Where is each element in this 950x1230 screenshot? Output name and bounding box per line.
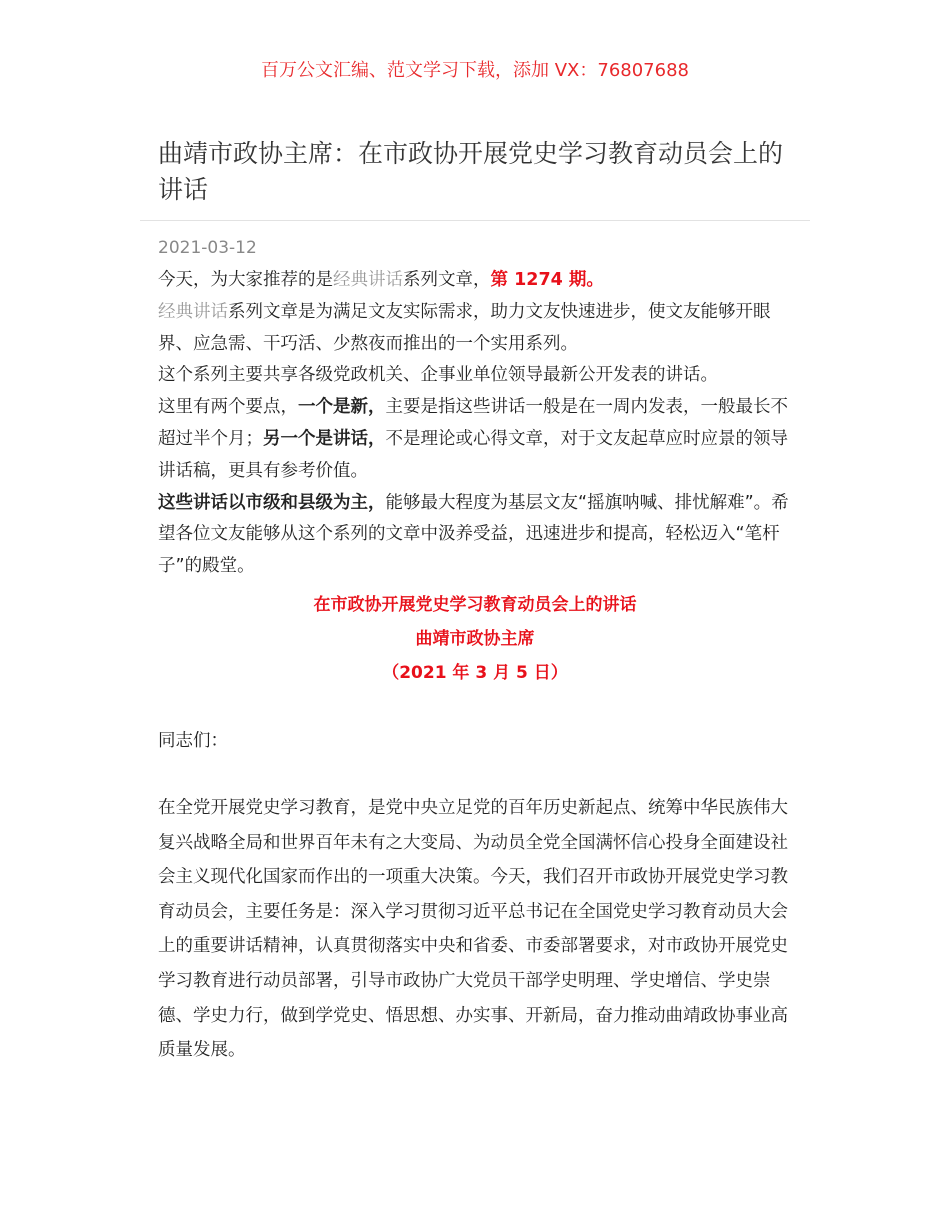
series-intro [158,265,794,583]
article-title: 曲靖市政协主席：在市政协开展党史学习教育动员会上的讲话 [158,139,784,204]
series-name: 经典讲话 [158,301,228,322]
speech-heading: 在市政协开展党史学习教育动员会上的讲话 [313,595,637,615]
series-name: 经典讲话 [333,270,403,290]
intro-paragraph [158,265,794,297]
publish-date: 2021-03-12 [158,238,257,258]
intro-text: 系列文章， [403,270,491,290]
emphasis: 这些讲话以市级和县级为主， [158,492,386,513]
promo-banner: 百万公文汇编、范文学习下载，添加 VX：76807688 [261,60,689,81]
issue-number: 第 1274 期。 [490,270,604,290]
title-divider [140,220,810,221]
intro-paragraph [158,392,794,487]
greeting: 同志们： [158,731,228,751]
speech-paragraph: 在全党开展党史学习教育，是党中央立足党的百年历史新起点、统筹中华民族伟大复兴战略全局和世界百年未有之大变局、为动员全党全国满怀信心投身全面建设社会主义现代化国家而作出的一项重大决策。今天，我们召开市政协开展党史学习教育动员会，主要任务是：深入学习贯彻习近平总书记在全国党史学习教育动员大会上的重要讲话精神，认真贯彻落实中央和省委、市委部署要求，对市政协开展党史学习教育进行动员部署，引导市政协广大党员干部学史明理、学史增信、学史崇德、学史力行，做到学党史、悟思想、办实事、开新局，奋力推动曲靖政协事业高质量发展。 [158,798,788,1061]
emphasis: 另一个是讲话， [263,428,386,449]
intro-text: 系列文章是为满足文友实际需求，助力文友快速进步，使文友能够开眼界、应急需、干巧活、少熬夜而推出的一个实用系列。 [158,301,771,354]
speech-speaker: 曲靖市政协主席 [415,629,535,649]
intro-paragraph: 这个系列主要共享各级党政机关、企事业单位领导最新公开发表的讲话。 [158,365,718,386]
intro-text: 能够最大程度为基层文友“摇旗呐喊、排忧解难”。希望各位文友能够从这个系列的文章中汲养受益，迅速进步和提高，轻松迈入“笔杆子”的殿堂。 [158,492,789,577]
intro-paragraph [158,297,794,361]
intro-text: 这里有两个要点， [158,397,298,418]
emphasis: 一个是新， [298,397,386,418]
intro-text: 不是理论或心得文章，对于文友起草应时应景的领导讲话稿，更具有参考价值。 [158,428,788,481]
speech-header [0,588,950,690]
intro-text: 主要是指这些讲话一般是在一周内发表，一般最长不超过半个月； [158,397,788,449]
speech-date: （2021 年 3 月 5 日） [382,663,568,683]
intro-text: 今天，为大家推荐的是 [158,270,333,290]
intro-paragraph [158,488,794,583]
